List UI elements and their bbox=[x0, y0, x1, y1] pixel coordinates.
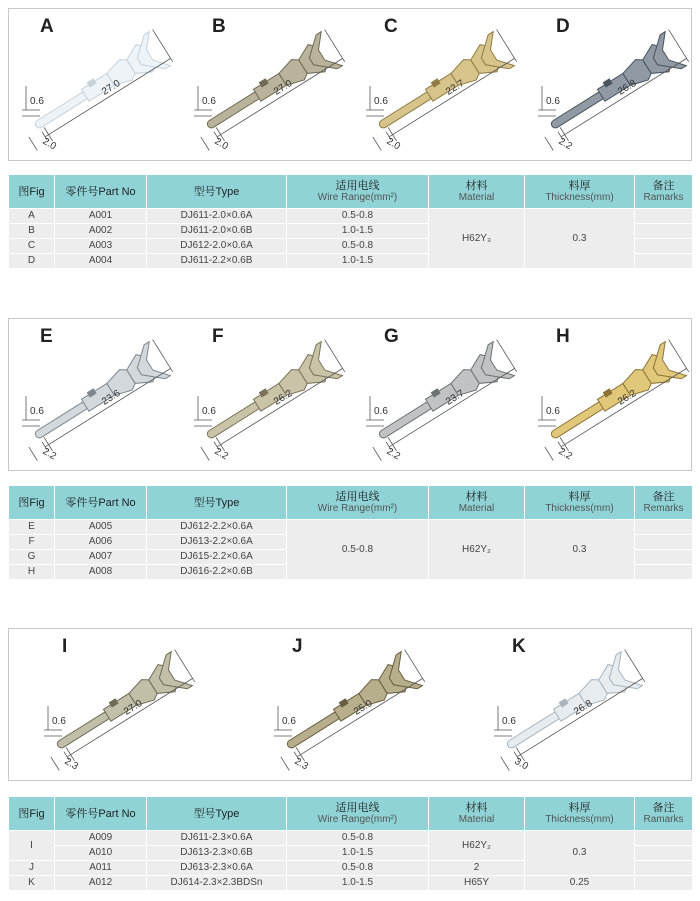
length-dimension: 26.8 bbox=[616, 78, 639, 98]
figure-letter: J bbox=[292, 636, 303, 657]
width-dimension: 2.2 bbox=[556, 135, 575, 153]
cell-fig: A bbox=[9, 209, 55, 224]
cell-type: DJ613-2.2×0.6A bbox=[147, 535, 287, 550]
cell-remarks bbox=[635, 831, 693, 846]
figure-letter: F bbox=[212, 326, 224, 347]
spec-table-3 bbox=[8, 796, 693, 891]
spec-table-2 bbox=[8, 485, 693, 580]
cell-part-no: A003 bbox=[55, 239, 147, 254]
cell-remarks bbox=[635, 535, 693, 550]
cell-material: H62Y₂ bbox=[429, 831, 525, 861]
width-dimension: 2.0 bbox=[212, 135, 231, 153]
cell-fig: F bbox=[9, 535, 55, 550]
table-row bbox=[9, 831, 693, 846]
cell-remarks bbox=[635, 209, 693, 224]
cell-fig: D bbox=[9, 254, 55, 269]
cell-fig: G bbox=[9, 550, 55, 565]
cell-remarks bbox=[635, 876, 693, 891]
width-dimension: 2.0 bbox=[384, 135, 403, 153]
cell-type: DJ614-2.3×2.3BDSn bbox=[147, 876, 287, 891]
table-row bbox=[9, 209, 693, 224]
length-dimension: 22.7 bbox=[444, 78, 467, 98]
cell-part-no: A004 bbox=[55, 254, 147, 269]
cell-fig: C bbox=[9, 239, 55, 254]
cell-wire-range: 1.0-1.5 bbox=[287, 254, 429, 269]
col-remarks: 备注 Remarks bbox=[635, 486, 693, 520]
terminal-drawing bbox=[18, 324, 178, 464]
cell-type: DJ611-2.3×0.6A bbox=[147, 831, 287, 846]
thickness-dimension: 0.6 bbox=[374, 96, 388, 107]
cell-part-no: A009 bbox=[55, 831, 147, 846]
thickness-dimension: 0.6 bbox=[202, 406, 216, 417]
figure-letter: I bbox=[62, 636, 68, 657]
width-dimension: 2.2 bbox=[212, 445, 231, 463]
width-dimension: 2.0 bbox=[40, 135, 59, 153]
length-dimension: 23.7 bbox=[444, 388, 467, 408]
col-thickness: 料厚 Thickness(mm) bbox=[525, 175, 635, 209]
cell-fig: J bbox=[9, 861, 55, 876]
terminal-drawing bbox=[490, 634, 650, 774]
cell-material: 2 bbox=[429, 861, 525, 876]
cell-type: DJ611-2.0×0.6A bbox=[147, 209, 287, 224]
length-dimension: 26.2 bbox=[616, 388, 639, 408]
length-dimension: 23.6 bbox=[100, 388, 123, 408]
cell-type: DJ611-2.0×0.6B bbox=[147, 224, 287, 239]
col-part-no: 零件号Part No bbox=[55, 486, 147, 520]
cell-remarks bbox=[635, 550, 693, 565]
cell-remarks bbox=[635, 239, 693, 254]
cell-remarks bbox=[635, 565, 693, 580]
cell-fig: K bbox=[9, 876, 55, 891]
cell-wire-range: 0.5-0.8 bbox=[287, 520, 429, 580]
cell-remarks bbox=[635, 520, 693, 535]
cell-part-no: A008 bbox=[55, 565, 147, 580]
terminal-body bbox=[497, 652, 642, 763]
col-fig: 图Fig bbox=[9, 175, 55, 209]
cell-part-no: A005 bbox=[55, 520, 147, 535]
thickness-dimension: 0.6 bbox=[282, 716, 296, 727]
cell-thickness: 0.25 bbox=[525, 876, 635, 891]
thickness-dimension: 0.6 bbox=[52, 716, 66, 727]
col-remarks: 备注 Ramarks bbox=[635, 797, 693, 831]
cell-part-no: A007 bbox=[55, 550, 147, 565]
cell-fig: H bbox=[9, 565, 55, 580]
cell-fig: E bbox=[9, 520, 55, 535]
terminal-drawing bbox=[190, 14, 350, 154]
cell-type: DJ612-2.0×0.6A bbox=[147, 239, 287, 254]
terminal-body bbox=[369, 342, 514, 453]
col-wire-range: 适用电线 Wire Range(mm²) bbox=[287, 175, 429, 209]
terminal-drawing bbox=[362, 14, 522, 154]
figure-letter: E bbox=[40, 326, 53, 347]
col-fig: 图Fig bbox=[9, 486, 55, 520]
figure-letter: B bbox=[212, 16, 226, 37]
col-material: 材料 Material bbox=[429, 797, 525, 831]
cell-type: DJ613-2.3×0.6A bbox=[147, 861, 287, 876]
cell-type: DJ613-2.3×0.6B bbox=[147, 846, 287, 861]
cell-type: DJ616-2.2×0.6B bbox=[147, 565, 287, 580]
col-fig: 图Fig bbox=[9, 797, 55, 831]
col-type: 型号Type bbox=[147, 486, 287, 520]
length-dimension: 27.0 bbox=[272, 78, 295, 98]
spec-table-1 bbox=[8, 174, 693, 269]
length-dimension: 25.0 bbox=[352, 698, 375, 718]
terminal-body bbox=[47, 652, 192, 763]
col-part-no: 零件号Part No bbox=[55, 175, 147, 209]
width-dimension: 2.2 bbox=[384, 445, 403, 463]
figure-letter: K bbox=[512, 636, 526, 657]
table-row bbox=[9, 520, 693, 535]
width-dimension: 2.2 bbox=[556, 445, 575, 463]
cell-remarks bbox=[635, 846, 693, 861]
cell-wire-range: 1.0-1.5 bbox=[287, 846, 429, 861]
terminal-drawing bbox=[534, 14, 694, 154]
cell-type: DJ612-2.2×0.6A bbox=[147, 520, 287, 535]
terminal-body bbox=[277, 652, 422, 763]
terminal-drawing bbox=[362, 324, 522, 464]
terminal-body bbox=[197, 32, 342, 143]
figure-letter: G bbox=[384, 326, 399, 347]
terminal-body bbox=[369, 32, 514, 143]
col-material: 材料 Material bbox=[429, 486, 525, 520]
cell-remarks bbox=[635, 861, 693, 876]
length-dimension: 26.8 bbox=[572, 698, 595, 718]
cell-type: DJ615-2.2×0.6A bbox=[147, 550, 287, 565]
cell-thickness: 0.3 bbox=[525, 209, 635, 269]
col-wire-range: 适用电线 Wire Range(mm²) bbox=[287, 486, 429, 520]
thickness-dimension: 0.6 bbox=[374, 406, 388, 417]
width-dimension: 2.3 bbox=[292, 755, 311, 773]
terminal-drawing bbox=[270, 634, 430, 774]
cell-material: H65Y bbox=[429, 876, 525, 891]
thickness-dimension: 0.6 bbox=[202, 96, 216, 107]
col-thickness: 料厚 Thickness(mm) bbox=[525, 797, 635, 831]
cell-remarks bbox=[635, 224, 693, 239]
thickness-dimension: 0.6 bbox=[30, 96, 44, 107]
length-dimension: 26.2 bbox=[272, 388, 295, 408]
cell-wire-range: 1.0-1.5 bbox=[287, 224, 429, 239]
col-type: 型号Type bbox=[147, 797, 287, 831]
terminal-drawing bbox=[190, 324, 350, 464]
terminal-body bbox=[197, 342, 342, 453]
col-part-no: 零件号Part No bbox=[55, 797, 147, 831]
terminal-body bbox=[541, 32, 686, 143]
cell-wire-range: 0.5-0.8 bbox=[287, 239, 429, 254]
terminal-drawing bbox=[534, 324, 694, 464]
cell-fig: B bbox=[9, 224, 55, 239]
cell-type: DJ611-2.2×0.6B bbox=[147, 254, 287, 269]
thickness-dimension: 0.6 bbox=[546, 406, 560, 417]
cell-part-no: A006 bbox=[55, 535, 147, 550]
cell-thickness: 0.3 bbox=[525, 520, 635, 580]
thickness-dimension: 0.6 bbox=[502, 716, 516, 727]
col-type: 型号Type bbox=[147, 175, 287, 209]
cell-fig: I bbox=[9, 831, 55, 861]
length-dimension: 27.0 bbox=[122, 698, 145, 718]
cell-part-no: A010 bbox=[55, 846, 147, 861]
col-wire-range: 适用电线 Wire Range(mm²) bbox=[287, 797, 429, 831]
thickness-dimension: 0.6 bbox=[546, 96, 560, 107]
cell-material: H62Y₃ bbox=[429, 209, 525, 269]
col-remarks: 备注 Ramarks bbox=[635, 175, 693, 209]
figure-letter: C bbox=[384, 16, 398, 37]
cell-material: H62Y₂ bbox=[429, 520, 525, 580]
figure-letter: H bbox=[556, 326, 570, 347]
terminal-body bbox=[25, 32, 170, 143]
cell-remarks bbox=[635, 254, 693, 269]
cell-thickness: 0.3 bbox=[525, 831, 635, 876]
cell-wire-range: 0.5-0.8 bbox=[287, 861, 429, 876]
cell-part-no: A001 bbox=[55, 209, 147, 224]
cell-wire-range: 1.0-1.5 bbox=[287, 876, 429, 891]
width-dimension: 3.0 bbox=[512, 755, 531, 773]
cell-part-no: A012 bbox=[55, 876, 147, 891]
figure-letter: D bbox=[556, 16, 570, 37]
width-dimension: 2.2 bbox=[40, 445, 59, 463]
width-dimension: 2.3 bbox=[62, 755, 81, 773]
table-row bbox=[9, 876, 693, 891]
cell-part-no: A011 bbox=[55, 861, 147, 876]
cell-wire-range: 0.5-0.8 bbox=[287, 831, 429, 846]
thickness-dimension: 0.6 bbox=[30, 406, 44, 417]
terminal-body bbox=[541, 342, 686, 453]
col-thickness: 料厚 Thickness(mm) bbox=[525, 486, 635, 520]
length-dimension: 27.0 bbox=[100, 78, 123, 98]
cell-part-no: A002 bbox=[55, 224, 147, 239]
cell-wire-range: 0.5-0.8 bbox=[287, 209, 429, 224]
figure-letter: A bbox=[40, 16, 54, 37]
col-material: 材料 Material bbox=[429, 175, 525, 209]
terminal-drawing bbox=[18, 14, 178, 154]
terminal-drawing bbox=[40, 634, 200, 774]
terminal-body bbox=[25, 342, 170, 453]
